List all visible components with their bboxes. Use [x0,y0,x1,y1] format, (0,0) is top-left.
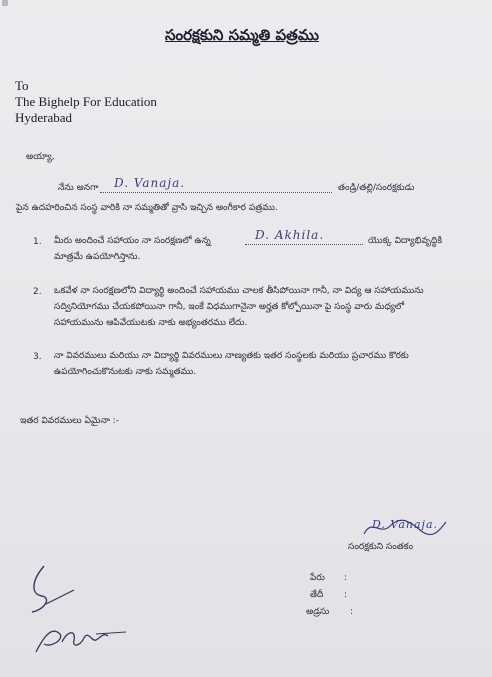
guardian-signature-handwritten: D. Vanaja. [372,518,439,531]
point-2-line3: సహాయమును ఆపివేయుటకు నాకు అభ్యంతరము లేదు. [54,318,248,328]
recipient-city: Hyderabad [15,110,73,125]
point-1-number: 1. [33,237,42,247]
point-1-line1-suffix: యొక్క విద్యాభివృద్ధికి [368,236,443,246]
point-1-student-handwritten: D. Akhila. [255,228,325,242]
intro-name-field [100,176,332,193]
point-3-number: 3. [33,352,42,362]
field-date-label: తేదీ [310,590,324,600]
point-3-line1: నా వివరములు మరియు నా విద్యార్థి వివరములు నాణ్యతకు ఇతర సంస్థలకు మరియు ప్రచారము కొరకు [54,351,409,361]
point-1-student-field [245,228,363,245]
signature-scribble-icon [360,512,450,542]
point-1-line2: మాత్రమే ఉపయోగిస్తాను. [54,252,141,262]
field-name-label: పేరు [310,573,325,583]
point-2-line1: ఒకవేళ నా సంరక్షణలోని విద్యార్థి అందించే సహాయము చాలక తీసిపోయినా గానీ, నా విద్య ఆ సహాయమును [54,286,424,296]
field-name-sep: : [344,573,348,583]
point-2-line2: సద్వినియోగము చేయకపోయినా గానీ, ఇంకే విధముగానైనా అర్హత కోల్పోయినా పై సంస్థ వారు మధ్యలో [54,302,405,312]
intro-prefix: నేను అనగా [58,183,99,193]
field-address-sep: : [350,607,354,617]
handwritten-initials-icon [30,612,140,662]
point-3-line2: ఉపయోగించుకొనుటకు నాకు సమ్మతము. [54,367,197,377]
point-2-number: 2. [33,287,42,297]
intro-line2: పైన ఉదహరించిన సంస్థ వారికి నా సమ్మతితో వ్రాసి ఇచ్చిన అంగీకార పత్రము. [16,203,278,213]
guardian-signature-caption: సంరక్షకుని సంతకం [348,542,414,552]
other-details-label: ఇతర వివరములు ఏమైనా :- [20,416,119,426]
recipient-to: To [15,78,29,93]
field-date-sep: : [344,590,348,600]
scan-speck [2,0,8,6]
point-1-line1-prefix: మీరు అందించే సహాయం నా సంరక్షణలో ఉన్న [54,236,211,246]
letter-title: సంరక్షకుని సమ్మతి పత్రము [165,26,319,44]
intro-name-handwritten: D. Vanaja. [114,176,186,190]
salutation: అయ్యా, [26,152,55,162]
recipient-org: The Bighelp For Education [15,94,157,109]
intro-relation: తండ్రి/తల్లి/సంరక్షకుడు [338,183,415,193]
handwritten-mark-icon [22,560,102,620]
field-address-label: అడ్రసు [306,607,330,617]
